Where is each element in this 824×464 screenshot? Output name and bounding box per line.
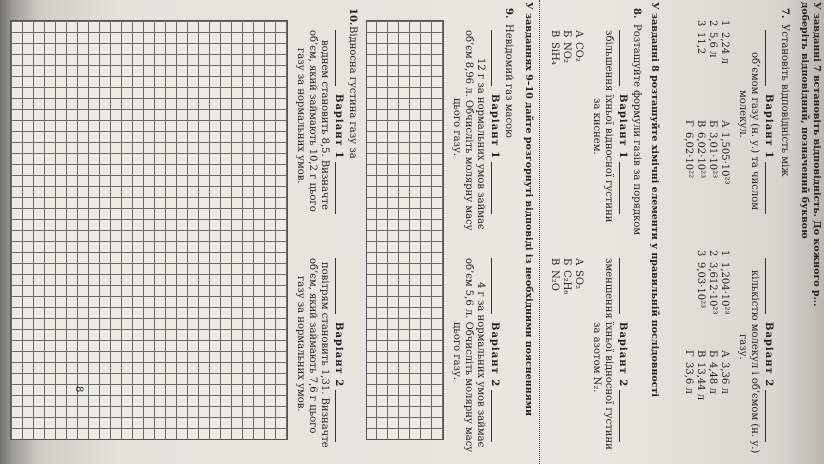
q8-v1-answer-line-2 [619, 162, 620, 214]
q7-v2-text1: кількістю молекул і об’ємом (н. у.) [749, 270, 760, 454]
q9-v1-line1: 12 г за нормальних умов займає [475, 58, 486, 230]
q10-title: Відносна густина газу за [347, 26, 358, 159]
q7-v1-left-2: 25,6 л [707, 20, 718, 58]
q7-v2-label: Варіант 2 [763, 322, 774, 388]
q7-v2-left-1: 11,204·10²³ [719, 250, 730, 315]
q9-v1-answer-line [491, 30, 492, 86]
q7-number: 7. [779, 8, 790, 19]
q9-title: Невідомий газ масою [503, 24, 514, 138]
q7-v2-right-b: Б4,48 л [707, 350, 718, 394]
q8-v2-option-c: ВN₂O [549, 258, 560, 291]
q10-v1-answer-line [335, 30, 336, 86]
q8-v2-answer-line-2 [619, 390, 620, 442]
q8-title: Розташуйте формули газів за порядком [631, 24, 642, 236]
q9-v2-line3: цього газу. [451, 322, 462, 381]
q8-v2-text2: за азотом N₂. [591, 322, 602, 393]
q10-v2-line1: повітрям становить 1,31. Визначте [319, 262, 330, 448]
q7-v1-answer-line-2 [765, 162, 766, 214]
q8-v1-text1: збільшення їхньої відносної густини [603, 30, 614, 223]
q8-v1-text2: за киснем. [591, 98, 602, 155]
q7-v2-answer-line-2 [765, 390, 766, 442]
q8-number: 8. [631, 8, 642, 19]
q9-v1-line2: об’єм 8,96 л. Обчисліть молярну масу [463, 30, 474, 231]
q7-v1-right-d: Г6,02·10²² [683, 120, 694, 179]
q8-v2-answer-line [619, 258, 620, 314]
task7-instruction-2: доберіть відповідний, позначений буквою [799, 2, 810, 239]
task7-instruction: У завданні 7 встановіть відповідність. До кожного р... [811, 2, 822, 307]
q10-v2-label: Варіант 2 [333, 322, 344, 388]
q10-number: 10. [347, 8, 358, 26]
q7-v1-right-c: В6,02·10²³ [695, 120, 706, 179]
section-separator [539, 0, 540, 464]
q7-v2-left-2: 23,612·10²³ [707, 250, 718, 315]
page-number: 8 [73, 386, 84, 393]
q9-v1-answer-line-2 [491, 162, 492, 214]
q10-v1-line1: воднем становить 8,5. Визначте [319, 40, 330, 210]
q8-v2-text1: зменшення їхньої відносної густини [603, 258, 614, 450]
q7-v1-label: Варіант 1 [763, 94, 774, 160]
q7-v2-answer-line [765, 258, 766, 314]
q7-v2-left-3: 39,03·10²³ [695, 250, 706, 309]
q10-v2-line3: газу за нормальних умов. [295, 276, 306, 412]
q10-v1-answer-line-2 [335, 162, 336, 214]
q7-v1-text2: молекул. [737, 90, 748, 138]
q10-answer-grid[interactable] [10, 20, 288, 440]
q8-v1-option-c: ВSiH₄ [549, 30, 560, 65]
q8-v1-option-b: БNO₂ [561, 30, 572, 63]
q7-v2-right-d: Г33,6 л [683, 350, 694, 394]
q7-title: Установіть відповідність між [779, 24, 790, 177]
q7-v2-text2: газу. [737, 334, 748, 360]
q9-v1-line3: цього газу. [451, 98, 462, 157]
q7-v1-text1: об’ємом газу (н. у.) та числом [749, 52, 760, 211]
q9-v2-label: Варіант 2 [489, 322, 500, 388]
task8-instruction: У завданні 8 розташуйте хімічні елементи у правильній послідовності [649, 2, 660, 398]
q8-v2-option-a: АSO₂ [573, 258, 584, 290]
q7-v1-right-b: Б3,01·10²³ [707, 120, 718, 179]
q9-v2-line1: 4 г за нормальних умов займає [475, 282, 486, 448]
q10-v2-line2: об’єм, який займають 7,6 г цього [307, 258, 318, 434]
q9-v1-label: Варіант 1 [489, 94, 500, 160]
q8-v1-label: Варіант 1 [617, 94, 628, 160]
q9-number: 9. [503, 8, 514, 19]
q7-v1-answer-line [765, 30, 766, 86]
q8-v2-option-b: БC₂H₆ [561, 258, 572, 295]
q8-v1-option-a: АCO₂ [573, 30, 584, 62]
q10-v2-answer-line [335, 258, 336, 314]
q10-v1-line3: газу за нормальних умов. [295, 48, 306, 184]
q10-v1-line2: об’єм, який займають 10,2 г цього [307, 30, 318, 212]
q9-v2-answer-line-2 [491, 390, 492, 442]
q10-v2-answer-line-2 [335, 390, 336, 442]
q7-v1-right-a: А1,505·10²³ [719, 120, 730, 185]
task9-10-instruction: У завданнях 9–10 дайте розгорнуті відповіді із необхідними поясненнями [523, 2, 534, 417]
q9-v2-answer-line [491, 258, 492, 314]
q7-v2-right-c: В13,44 л [695, 350, 706, 401]
q7-v2-right-a: А3,36 л [719, 350, 730, 394]
q9-answer-grid[interactable] [366, 20, 444, 440]
q10-v1-label: Варіант 1 [333, 94, 344, 160]
q7-v1-left-1: 12,24 л [719, 20, 730, 64]
q8-v1-answer-line [619, 30, 620, 86]
q7-v1-left-3: 311,2 [695, 20, 706, 55]
q9-v2-line2: об’єм 5,6 л. Обчисліть молярну масу [463, 258, 474, 453]
q8-v2-label: Варіант 2 [617, 322, 628, 388]
